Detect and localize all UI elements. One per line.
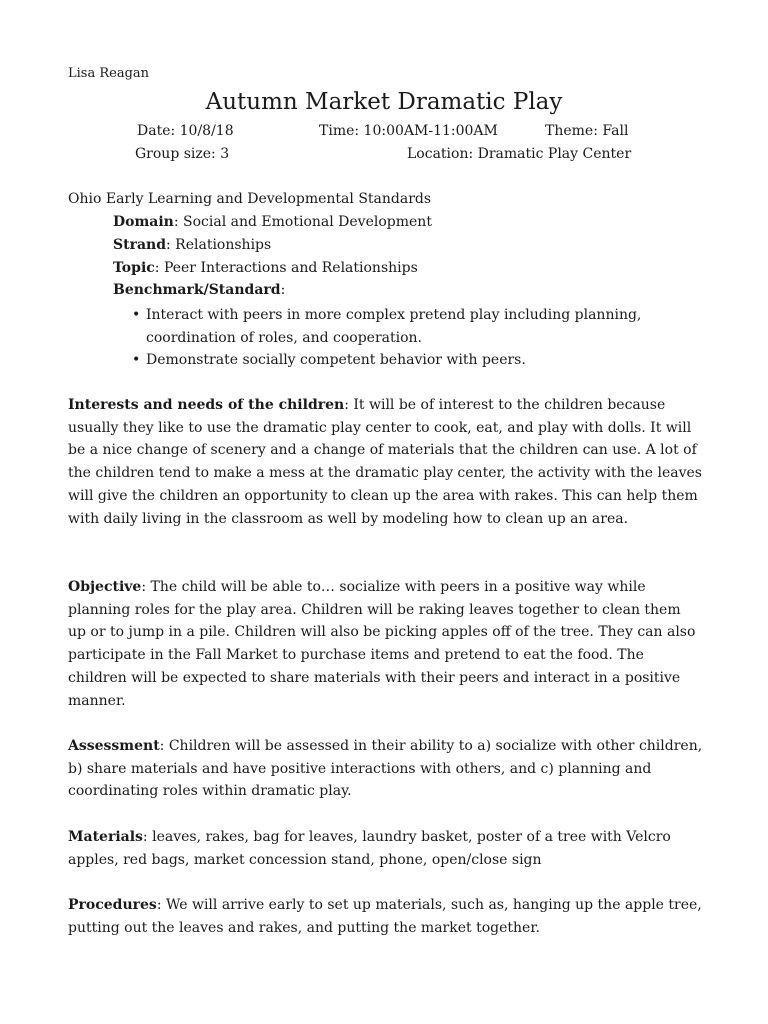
meta-group-size: Group size: 3 [135, 146, 230, 162]
meta-date: Date: 10/8/18 [137, 123, 234, 139]
standard-strand [113, 237, 271, 253]
procedures-text: : We will arrive early to set up materials, such as, hanging up the apple tree, putting out the leaves and rakes, and putting the market together. [68, 897, 702, 936]
benchmark-value: : [280, 282, 286, 298]
strand-value: : Relationships [166, 237, 272, 253]
meta-time: Time: 10:00AM-11:00AM [319, 123, 498, 139]
meta-theme: Theme: Fall [545, 123, 629, 139]
interests-text: : It will be of interest to the children because usually they like to use the dramatic play center to cook, eat, and play with dolls. It will be a nice change of scenery and a change of materials that the children can use. A lot of the children tend to make a mess at the dramatic play center, the activity with the leaves will give the children an opportunity to clean up the area with rakes. This can help them with daily living in the classroom as well by modeling how to clean up an area. [68, 397, 702, 527]
topic-label: Topic [113, 260, 155, 276]
benchmark-label: Benchmark/Standard [113, 282, 281, 298]
materials-label: Materials [68, 829, 143, 845]
bullet-icon: • [132, 352, 141, 368]
assessment-label: Assessment [68, 738, 160, 754]
bullet-icon: • [132, 307, 141, 323]
objective-paragraph [68, 576, 703, 712]
list-item [132, 304, 692, 349]
procedures-paragraph [68, 894, 703, 939]
domain-label: Domain [113, 214, 174, 230]
assessment-paragraph [68, 735, 703, 803]
list-item [132, 349, 692, 372]
author-name: Lisa Reagan [68, 66, 150, 81]
standard-domain [113, 214, 432, 230]
domain-value: : Social and Emotional Development [173, 214, 432, 230]
materials-text: : leaves, rakes, bag for leaves, laundry basket, poster of a tree with Velcro apples, red bags, market concession stand, phone, open/close sign [68, 829, 671, 868]
interests-label: Interests and needs of the children [68, 397, 345, 413]
benchmark-bullet-list [132, 304, 692, 372]
strand-label: Strand [113, 237, 166, 253]
standard-benchmark [113, 282, 285, 298]
meta-location: Location: Dramatic Play Center [407, 146, 632, 162]
assessment-text: : Children will be assessed in their ability to a) socialize with other children, b) share materials and have positive interactions with others, and c) planning and coordinating roles within dramatic play. [68, 738, 703, 800]
interests-paragraph [68, 394, 703, 530]
objective-label: Objective [68, 579, 142, 595]
materials-paragraph [68, 826, 703, 871]
standard-topic [113, 260, 418, 276]
standards-heading: Ohio Early Learning and Developmental Standards [68, 191, 432, 207]
procedures-label: Procedures [68, 897, 157, 913]
bullet-text: Demonstrate socially competent behavior with peers. [146, 352, 526, 368]
objective-text: : The child will be able to… socialize with peers in a positive way while planning roles for the play area. Children will be raking leaves together to clean them up or to jump in a pile. Children will also be picking apples off of the tree. They can also participate in the Fall Market to purchase items and pretend to eat the food. The children will be expected to share materials with their peers and interact in a positive manner. [68, 579, 696, 709]
page-title: Autumn Market Dramatic Play [205, 89, 563, 115]
topic-value: : Peer Interactions and Relationships [154, 260, 418, 276]
bullet-text: Interact with peers in more complex pretend play including planning, coordination of roles, and cooperation. [146, 307, 642, 346]
